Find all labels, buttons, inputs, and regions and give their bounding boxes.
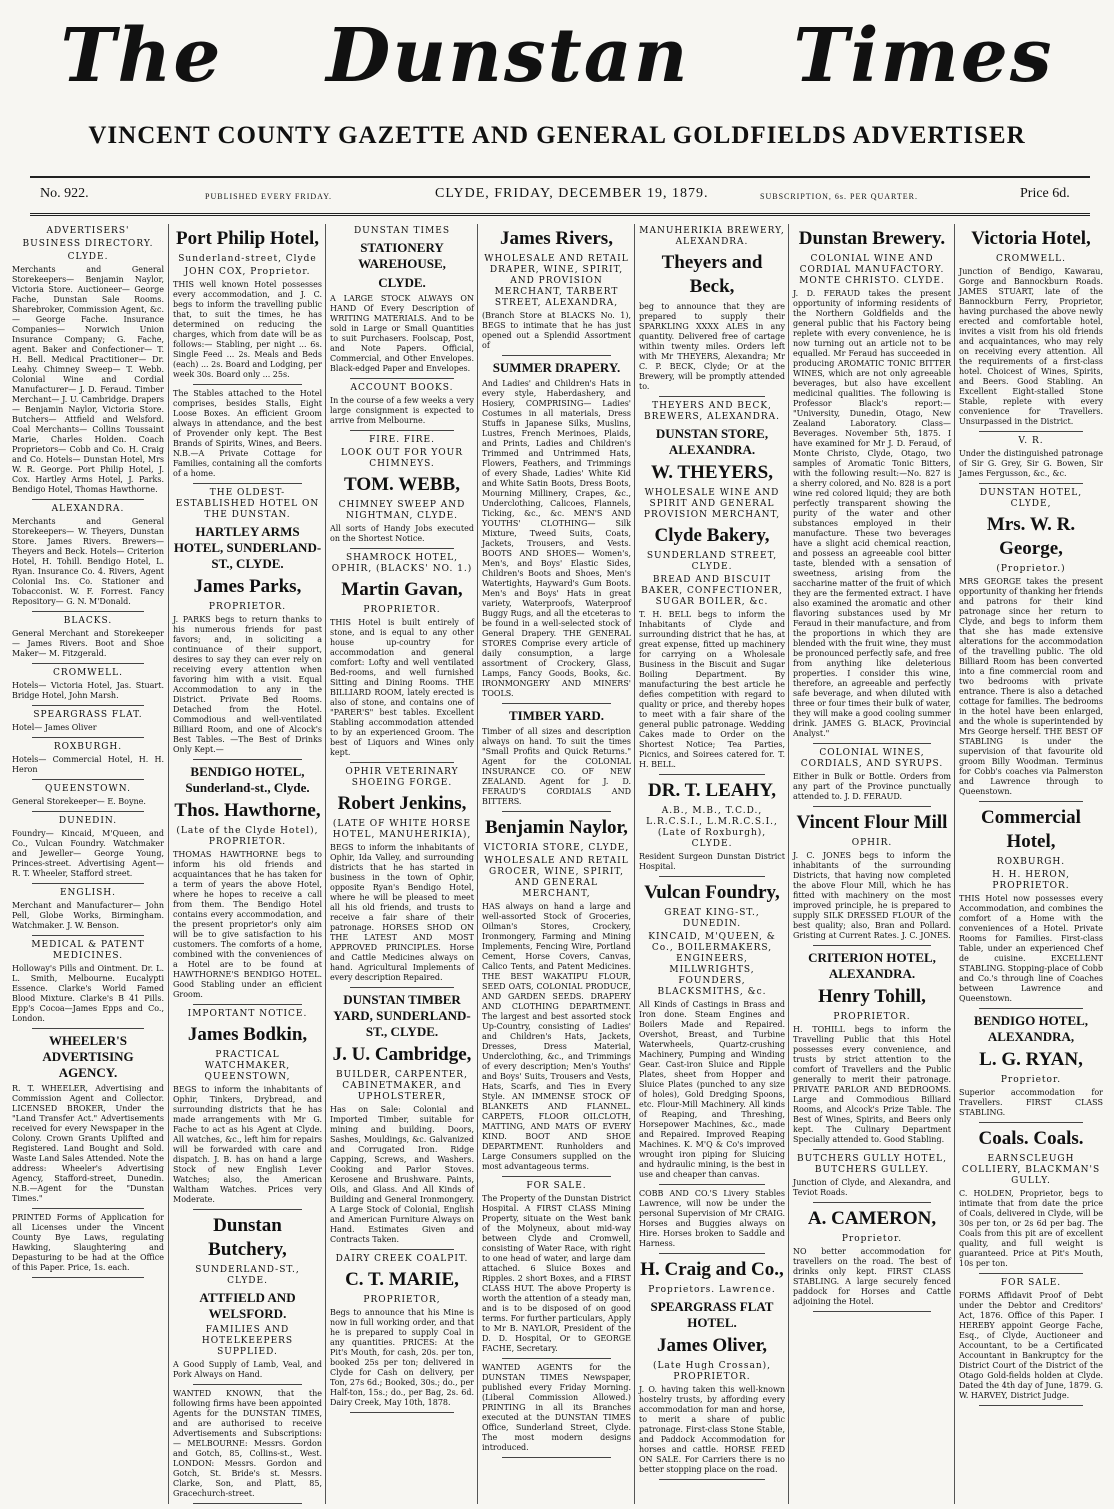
advert-divider	[502, 1358, 611, 1359]
advert-caption: SUNDERLAND STREET, CLYDE.	[646, 551, 778, 572]
advert-heading: Vulcan Foundry,	[644, 882, 780, 903]
advert-caption: JOHN COX, Proprietor.	[184, 267, 311, 277]
masthead-word-1: The	[60, 13, 223, 99]
advert-divider	[193, 1503, 302, 1504]
advert-body: A Good Supply of Lamb, Veal, and Pork Always on Hand.	[173, 1360, 322, 1379]
advert-caption: KINCAID, M'QUEEN, & Co., BOILERMAKERS, ENGINEERS, MILLWRIGHTS, FOUNDERS, BLACKSMITHS, &c.	[648, 932, 776, 997]
advert-divider	[979, 1122, 1083, 1123]
advert-body: J. PARKS begs to return thanks to his numerous friends for past favors; and, in soliciting a continuance of their support, desires to say they can ever rely on receiving every attention when favoring him with a visit. Equal Accommodation to any in the District. Private Bed Rooms. Detached from the Hotel. Commodious and well-ventilated Billiard Room, and one of Alcock's Best Tables. —The Best of Drinks Only Kept.—	[173, 615, 322, 754]
advert-body: WANTED AGENTS for the DUNSTAN TIMES Newspaper, published every Friday Morning. (Liberal Commission Allowed.) PRINTING in all its Branches executed at the DUNSTAN TIMES Office, Sunderland Street, Clyde. The most modern designs introduced.	[482, 1363, 631, 1452]
advert-divider	[659, 1479, 765, 1480]
column-7	[954, 224, 1107, 1504]
advert-caption: QUEENSTOWN.	[45, 784, 131, 794]
advert-heading: W. THEYERS,	[651, 462, 773, 483]
advert-caption: PROPRIETOR.	[363, 605, 441, 615]
advert-divider	[659, 396, 765, 397]
advert-divider	[193, 759, 302, 760]
advert-divider	[193, 1209, 302, 1210]
advert-body: H. TOHILL begs to inform the Travelling Public that this Hotel possesses every convenience, and trusts by strict attention to the comfort of Travellers and the Public generally to merit their patronage. PRIVATE PARLOR AND BEDROOMS. Large and Commodious Billiard Rooms, and Alcock's Prize Table. The Best of Wines, Spirits, and Beers only kept. The Culinary Department Specially attended to. Good Stabling.	[793, 1025, 951, 1144]
advert-divider	[659, 876, 765, 877]
advert-divider	[350, 1249, 454, 1250]
advert-heading: James Oliver,	[656, 1335, 768, 1356]
advert-subheading: SUMMER DRAPERY.	[492, 360, 621, 375]
advert-heading: Vincent Flour Mill	[796, 812, 948, 833]
advert-caption: DUNSTAN TIMES	[353, 226, 451, 236]
advert-divider	[813, 743, 931, 744]
advert-subheading: TIMBER YARD.	[508, 708, 605, 723]
advert-caption: EARNSCLEUGH COLLIERY, BLACKMAN'S GULLY.	[961, 1154, 1101, 1186]
advert-heading: J. U. Cambridge,	[332, 1044, 472, 1065]
advert-divider	[979, 1405, 1083, 1406]
advert-heading: Dunstan Butchery,	[208, 1215, 287, 1260]
advert-divider	[502, 703, 611, 704]
advert-divider	[350, 548, 454, 549]
advert-caption: IMPORTANT NOTICE.	[187, 1009, 308, 1019]
advert-body: Holloway's Pills and Ointment. Dr. L. L. Smith, Melbourne. Eucalypti Essence. Clarke's World Famed Blood Mixture. Clarke's B 41 Pills. Epp's Cocoa—James Epps and Co., London.	[12, 964, 164, 1023]
dateline: CLYDE, FRIDAY, DECEMBER 19, 1879.	[435, 186, 709, 201]
advert-caption: (LATE OF WHITE HORSE HOTEL, MANUHERIKIA),	[332, 819, 472, 840]
advert-divider	[979, 1008, 1083, 1009]
advert-body: General Merchant and Storekeeper— James Rivers. Boot and Shoe Maker— M. Fitzgerald.	[12, 629, 164, 658]
advert-divider	[813, 1202, 931, 1203]
advert-heading: Henry Tohill,	[818, 986, 926, 1007]
advert-divider	[350, 378, 454, 379]
advert-caption: MANUHERIKIA BREWERY, ALEXANDRA.	[639, 226, 785, 247]
advert-caption: ENGLISH.	[59, 888, 117, 898]
advert-body: In the course of a few weeks a very large consignment is expected to arrive from Melbourne.	[330, 396, 474, 425]
masthead-word-2: Dunstan	[326, 13, 690, 99]
advert-caption: LOOK OUT FOR YOUR CHIMNEYS.	[340, 448, 464, 469]
advert-divider	[502, 355, 611, 356]
advert-caption: ALEXANDRA.	[51, 504, 125, 514]
advert-subheading: BENDIGO HOTEL, Sunderland-st., Clyde.	[185, 764, 310, 795]
advert-caption: PRACTICAL WATCHMAKER, QUEENSTOWN,	[204, 1050, 291, 1082]
advert-body: THIS well known Hotel possesses every accommodation, and J. C. begs to inform the travelling public that, to suit the times, he has determined on reducing the charges, which from date will be as follows:— Stabling, per night ... 6s. Single Feed ... 2s. Meals and Beds (each) ... 2s. Board and Lodging, per week 30s. Board only ... 25s.	[173, 280, 322, 379]
advert-caption: CLYDE.	[67, 252, 109, 262]
advert-caption: Sunderland-street, Clyde	[178, 254, 317, 264]
advert-heading: Robert Jenkins,	[337, 793, 467, 814]
advert-heading: Victoria Hotel,	[971, 228, 1091, 249]
advert-caption: BUTCHERS GULLY HOTEL, BUTCHERS GULLEY.	[797, 1154, 947, 1175]
advert-caption: Proprietor.	[841, 1234, 903, 1244]
advert-divider	[813, 1149, 931, 1150]
advert-body: PRINTED Forms of Application for all Licenses under the Vincent County Bye Laws, regulating Hawking, Slaughtering and Depasturing to be had at the Office of this Paper. Price, 1s. each.	[12, 1213, 164, 1272]
advert-caption: OPHIR.	[851, 838, 893, 848]
advert-heading: Coals. Coals.	[978, 1128, 1084, 1149]
advert-caption: VICTORIA STORE, CLYDE,	[483, 843, 630, 853]
advert-body: All Kinds of Castings in Brass and Iron done. Steam Engines and Boilers Made and Repaired. Overshot, Breast, and Turbine Waterwheels, Quartz-crushing Machinery, Pumping and Winding Gear. Cast-iron Sluice and Ripple Plates, sheet from Hopper and Sluice Plates (punched to any size of holes), Gold Dredging Spoons, etc. Flour-Mill Machinery. All kinds of Reaping, and Threshing, Horsepower Machines, &c., made and Repaired. Improved Reaping Machines. K. M'Q & Co's improved wrought iron piping for Sluicing and hydraulic mining, is the best in use and cheaper than canvas.	[639, 1000, 785, 1179]
advert-heading: Mrs. W. R. George,	[986, 514, 1076, 559]
advert-divider	[32, 779, 144, 780]
advert-divider	[350, 987, 454, 988]
advert-caption: GREAT KING-ST., DUNEDIN.	[664, 908, 760, 929]
price: Price 6d.	[1020, 186, 1070, 201]
advert-body: The Property of the Dunstan District Hospital. A FIRST CLASS Mining Property, situate on the West bank of the Molyneux, about mid-way between Clyde and Cromwell, consisting of Water Race, with right to one head of water, and large dam attached. 6 Sluice Boxes and Ripples. 2 short Boxes, and a FIRST CLASS HUT. The above Property is worth the attention of a steady man, and is to be disposed of on good terms. For further particulars, Apply to Mr B. NAYLOR, President of the D. D. Hospital, Or to GEORGE FACHE, Secretary.	[482, 1194, 631, 1353]
advert-subheading: DUNSTAN STORE, ALEXANDRA.	[655, 426, 769, 457]
advert-caption: Proprietors. Lawrence.	[648, 1285, 776, 1295]
advert-body: And Ladies' and Children's Hats in every style, Haberdashery, and Hosiery, COMPRISING— Ladies' Costumes in all materials, Dress Stuffs in Japanese Silks, Muslins, Lustres, French Merinoes, Plaids, and Prints, Ladies and Children's Trimmed and Untrimmed Hats, Flowers, Feathers, and Trimmings of every Shade, Ladies' White Kid and White Satin Boots, Dress Boots, Mourning Millinery, Crapes, &c., Underclothing, Calicoes, Flannels, Ticking, &c., &c. MEN'S AND YOUTHS' CLOTHING— Silk Mixture, Tweed Suits, Coats, Jackets, Trousers, and Vests. BOOTS AND SHOES— Women's, Men's, and Boys' Elastic Sides, Children's Boots and Shoes, Men's Watertights, Hayward's Gum Boots. Men's and Boys' Hats in great variety, Waterproofs, Waterproof Buggy Rugs, and all the etceteras to be found in a well-selected stock of General Drapery. THE GENERAL STORES Comprise every article of daily consumption, a large assortment of Crockery, Glass, Lamps, Fancy Goods, Books, &c. IRONMONGERY AND MINERS' TOOLS.	[482, 379, 631, 698]
advert-caption: (Proprietor.)	[996, 564, 1066, 574]
advert-body: All sorts of Handy Jobs executed on the Shortest Notice.	[330, 524, 474, 543]
issue-number: No. 922.	[40, 186, 89, 201]
advert-body: NO better accommodation for travellers on the road. The best of drinks only kept. FIRST CLASS STABLING. A large securely fenced paddock for Horses and Cattle adjoining the Hotel.	[793, 1247, 951, 1306]
advert-divider	[32, 611, 144, 612]
advert-body: BEGS to inform the inhabitants of Ophir, Ida Valley, and surrounding districts that he has started in business in the town of Ophir, opposite Ryan's Bendigo Hotel, where he will be pleased to meet all his old friends, and trusts to receive a fair share of their patronage. HORSES SHOD ON THE LATEST AND MOST APPROVED PRINCIPLES. Horse and Cattle Medicines always on hand. Agricultural Implements of every description Repaired.	[330, 843, 474, 982]
advert-divider	[813, 806, 931, 807]
advert-body: Begs to announce that his Mine is now in full working order, and that he is prepared to supply Coal in any quantities. PRICES: At the Pit's Mouth, for cash, 20s. per ton, booked 25s per ton; delivered in Clyde for Cash on delivery, per Ton, 27s 6d.; Booked, 30s.; do., per Half-ton, 15s.; do., per Bag, 2s. 6d. Dairy Creek, May 10th, 1878.	[330, 1308, 474, 1407]
advert-body: Foundry— Kincaid, M'Queen, and Co., Vulcan Foundry. Watchmaker and Jeweller— George Young, Princes-street. Advertising Agent— R. T. Wheeler, Stafford street.	[12, 829, 164, 878]
advert-body: HAS always on hand a large and well-assorted Stock of Groceries, Oilman's Stores, Crockery, Ironmongery, Farming and Mining Implements, Fencing Wire, Portland Cement, Horse Covers, Canvas, Calico Tents, and Patent Medicines. THE BEST WAKATIPU FLOUR, SEED OATS, COLONIAL PRODUCE, AND GARDEN SEEDS. DRAPERY AND CLOTHING DEPARTMENT. The largest and best assorted stock Up-Country, consisting of Ladies' and Children's Hats, Jackets, Dresses, Dress Material, Underclothing, &c., and Trimmings of every description; Men's Youths' and Boys' Suits, Trousers and Vests, Hats, Scarfs, and Ties in Every Style. AN IMMENSE STOCK OF BLANKETS AND FLANNEL. CARPETS, FLOOR OILCLOTH, MATTING, AND MATS OF EVERY KIND. BOOT AND SHOE DEPARTMENT. Runholders and Large Consumers supplied on the most advantageous terms.	[482, 902, 631, 1171]
advert-body: Timber of all sizes and description always on hand. To suit the times "Small Profits and Quick Returns." Agent for the COLONIAL INSURANCE CO. OF NEW ZEALAND. Agent for J. D. FERAUD'S CORDIALS AND BITTERS.	[482, 727, 631, 806]
advert-divider	[659, 774, 765, 775]
advert-caption: SPEARGRASS FLAT.	[33, 710, 143, 720]
advert-divider	[193, 483, 302, 484]
advert-caption: CROMWELL.	[53, 668, 123, 678]
advert-body: THIS Hotel now possesses every Accommodation, and combines the comfort of a Home with the conveniences of a Hotel. Private Rooms for Families. First-class Table, under an experienced Chef de cuisine. EXCELLENT STABLING. Stopping-place of Cobb and Co.'s through line of Coaches between Lawrence and Queenstown.	[959, 894, 1103, 1003]
advert-body: Hotels— Commercial Hotel, H. H. Heron	[12, 755, 164, 774]
advert-caption: FIRE. FIRE.	[369, 435, 435, 445]
advert-heading: James Bodkin,	[187, 1024, 308, 1045]
masthead-subtitle: VINCENT COUNTY GAZETTE AND GENERAL GOLDFIELDS ADVERTISER	[88, 122, 1026, 149]
advert-body: Has on Sale: Colonial and Imported Timber, suitable for mining and building. Doors, Sashes, Mouldings, &c. Galvanized and Corrugated Iron. Ridge Capping, Screws, and Washers. Cooking and Parlor Stoves. Kerosene and Brushware. Paints, Oils, and Glass. And All Kinds of Building and General Ironmongery. A Large Stock of Colonial, English and American Furniture Always on Hand. Estimates Given and Contracts Taken.	[330, 1105, 474, 1244]
advert-heading: Dunstan Brewery.	[798, 228, 946, 249]
advert-heading: H. Craig and Co.,	[640, 1259, 784, 1280]
advert-caption: CHIMNEY SWEEP AND NIGHTMAN, CLYDE.	[338, 500, 466, 521]
advert-body: WANTED KNOWN, that the following firms have been appointed Agents for the DUNSTAN TIMES, and are authorised to receive Advertisements and Subscriptions:— MELBOURNE: Messrs. Gordon and Gotch, 85, Collins-st., West. LONDON: Messrs. Gordon and Gotch, St. Bride's st. Messrs. Clarke, Son, and Platt, 85, Gracechurch-street.	[173, 1389, 322, 1498]
advert-body: COBB AND CO.'S Livery Stables Lawrence, will now be under the personal Supervision of Mr CRAIG. Horses and Buggies always on Hire. Horses broken to Saddle and Harness.	[639, 1189, 785, 1248]
advert-heading: TOM. WEBB,	[344, 474, 460, 495]
advert-caption: DUNSTAN HOTEL, CLYDE,	[979, 488, 1083, 509]
advert-caption: H. H. HERON, PROPRIETOR.	[992, 870, 1070, 891]
advert-heading: A. CAMERON,	[807, 1208, 937, 1229]
published-note: PUBLISHED EVERY FRIDAY.	[205, 192, 332, 201]
advert-caption: WHOLESALE AND RETAIL DRAPER, WINE, SPIRIT, AND PROVISION MERCHANT, TARBERT STREET, ALEXANDRA,	[484, 254, 629, 308]
advert-caption: THEYERS AND BECK, BREWERS, ALEXANDRA.	[644, 401, 780, 422]
advert-body: J. O. having taken this well-known hostelry trusts, by affording every accommodation for man and horse, to merit a share of public patronage. First-class Stone Stable, and Paddock Accommodation for horses and cattle. HORSE FEED ON SALE. For Carriers there is no better stopping place on the road.	[639, 1385, 785, 1474]
column-6	[788, 224, 955, 1504]
advert-divider	[350, 762, 454, 763]
advert-divider	[32, 663, 144, 664]
advert-body: T. H. BELL begs to inform the Inhabitants of Clyde and surrounding district that he has, at great expense, fitted up machinery for carrying on a Wholesale Business in the Biscuit and Sugar Boiling Department. By manufacturing the best article he defies competition with regard to quality or price, and thereby hopes to meet with a fair share of the general public patronage. Wedding Cakes made to Order on the Shortest Notice; Tea Parties, Picnics, and Soirees catered for. T. H. BELL.	[639, 610, 785, 769]
advert-caption: PROPRIETOR.	[833, 1012, 911, 1022]
advert-divider	[979, 431, 1083, 432]
advert-divider	[350, 430, 454, 431]
advert-caption: DUNEDIN.	[58, 816, 118, 826]
advert-divider	[32, 1208, 144, 1209]
advert-body: C. HOLDEN, Proprietor, begs to intimate that from date the price of Coals, delivered in Clyde, will be 30s per ton, or 2s 6d per bag. The Coals from this pit are of excellent quality, and full weight is guaranteed. Price at Pit's Mouth, 10s per ton.	[959, 1189, 1103, 1268]
advert-caption: (Late of the Clyde Hotel), PROPRIETOR.	[176, 826, 319, 847]
advert-caption: WHOLESALE WINE AND SPIRIT AND GENERAL PROVISION MERCHANT,	[643, 488, 781, 520]
advert-body: FORMS Affidavit Proof of Debt under the Debtor and Creditors' Act, 1876. Office of this Paper. I HEREBY appoint George Fache, Esq., of Clyde, Auctioneer and Accountant, to be a Certificated Accountant in Bankruptcy for the District Court of the District of the Otago Gold-fields holden at Clyde. Dated the 4th day of June, 1879. G. W. HARVEY, District Judge.	[959, 1291, 1103, 1400]
masthead-title	[0, 10, 1114, 102]
advert-heading: James Parks,	[193, 576, 302, 597]
advert-heading: Commercial Hotel,	[981, 807, 1081, 852]
advert-columns	[8, 224, 1106, 1504]
advert-subheading: CRITERION HOTEL, ALEXANDRA.	[808, 950, 936, 981]
advert-caption: FOR SALE.	[526, 1181, 587, 1191]
advert-caption: BUSINESS DIRECTORY.	[22, 239, 154, 249]
advert-divider	[659, 1184, 765, 1185]
advert-heading: L. G. RYAN,	[979, 1049, 1083, 1070]
advert-divider	[32, 705, 144, 706]
advert-subheading: SPEARGRASS FLAT HOTEL.	[650, 1299, 774, 1330]
advert-caption: COLONIAL WINE AND CORDIAL MANUFACTORY. MONTE CHRISTO. CLYDE.	[799, 254, 945, 286]
advert-caption: WHOLESALE AND RETAIL GROCER, WINE, SPIRIT, AND GENERAL MERCHANT,	[484, 856, 629, 899]
column-2	[168, 224, 326, 1504]
advert-heading: DR. T. LEAHY,	[648, 780, 776, 801]
advert-caption: SHAMROCK HOTEL, OPHIR, (BLACKS' NO. 1.)	[331, 553, 473, 574]
advert-caption: FAMILIES AND HOTELKEEPERS SUPPLIED.	[201, 1325, 294, 1357]
advert-divider	[32, 737, 144, 738]
column-4	[477, 224, 635, 1504]
advert-caption: BREAD AND BISCUIT BAKER, CONFECTIONER, SUGAR BOILER, &c.	[641, 575, 783, 607]
advert-body: Superior accommodation for Travellers. FIRST CLASS STABLING.	[959, 1088, 1103, 1117]
advert-caption: THE OLDEST-ESTABLISHED HOTEL ON THE DUNSTAN.	[175, 488, 320, 520]
advert-body: beg to announce that they are prepared to supply their SPARKLING XXXX ALES in any quantity. Delivered free of cartage within twenty miles. Orders left with Mr THEYERS, Alexandra; Mr C. P. BECK, Clyde; Or at the Brewery, will be promptly attended to.	[639, 302, 785, 391]
advert-heading: Port Philip Hotel,	[175, 228, 319, 249]
advert-caption: OPHIR VETERINARY SHOEING FORGE.	[345, 767, 459, 788]
advert-caption: SUNDERLAND-ST., CLYDE.	[195, 1265, 300, 1286]
advert-body: Hotels— Victoria Hotel, Jas. Stuart. Bridge Hotel, John Marsh.	[12, 681, 164, 700]
advert-divider	[502, 1176, 611, 1177]
advert-divider	[502, 811, 611, 812]
advert-body: Either in Bulk or Bottle. Orders from any part of the Province punctually attended to. J. D. FERAUD.	[793, 772, 951, 801]
advert-body: Merchant and Manufacturer— John Pell, Globe Works, Birmingham. Watchmaker. J. W. Benson.	[12, 901, 164, 930]
advert-body: The Stables attached to the Hotel comprises, besides Stalls, Eight Loose Boxes. An efficient Groom always in attendance, and the best of Provender only kept. The Best Brands of Spirits, Wines, and Beers. N.B.—A Private Cottage for Families, containing all the comforts of a home.	[173, 389, 322, 478]
advert-caption: FOR SALE.	[1000, 1278, 1062, 1288]
advert-subheading: HARTLEY ARMS HOTEL, SUNDERLAND-ST., CLYDE.	[173, 524, 322, 571]
advert-body: Merchants and General Storekeepers— Benjamin Naylor, Victoria Store. Auctioneer— George Fache, Dunstan Sale Rooms. Sharebroker, Commission Agent, &c.— George Fache. Insurance Companies— Norwich Union Insurance Company; G. Fache, agent. Baker and Confectioner— T. H. Bell. Medical Practitioner— Dr. Leahy. Chimney Sweep— T. Webb. Colonial Wine and Cordial Manufacturer— J. D. Feraud. Timber Merchant— J. U. Cambridge. Drapers— Benjamin Naylor, Victoria Store. Butchers— Attfield and Welsford. Coal Merchants— Collins Toussaint Marie, Charles Holden. Coach Proprietors— Cobb and Co. H. Craig and Co. Hotels— Dunstan Hotel, Mrs W. R. George. Port Philip Hotel, J. Cox. Hartley Arms Hotel, J. Parks. Bendigo Hotel, Thomas Hawthorne.	[12, 265, 164, 494]
advert-caption: DAIRY CREEK COALPIT.	[335, 1254, 469, 1264]
advert-divider	[32, 883, 144, 884]
advert-body: Junction of Clyde, and Alexandra, and Teviot Roads.	[793, 1178, 951, 1197]
advert-caption: BUILDER, CARPENTER, CABINETMAKER, and UPHOLSTERER,	[336, 1070, 468, 1102]
advert-caption: A.B., M.B., T.C.D., L.R.C.S.I., L.M.R.C.S.I., (Late of Roxburgh), CLYDE.	[646, 806, 778, 849]
advert-heading: Clyde Bakery,	[654, 525, 770, 546]
advert-subheading: BENDIGO HOTEL, ALEXANDRA,	[973, 1013, 1089, 1044]
advert-divider	[32, 935, 144, 936]
advert-heading: Martin Gavan,	[341, 579, 463, 600]
advert-caption: PROPRIETOR,	[363, 1295, 441, 1305]
advert-subheading: WHEELER'S ADVERTISING AGENCY.	[42, 1033, 134, 1080]
column-1	[8, 224, 168, 1504]
advert-heading: Thos. Hawthorne,	[174, 800, 321, 821]
advert-divider	[502, 1457, 611, 1458]
advert-caption: Proprietor.	[1000, 1075, 1062, 1085]
advert-divider	[193, 1384, 302, 1385]
advert-body: (Branch Store at BLACKS No. 1), BEGS to intimate that he has just opened out a Splendid Assortment of	[482, 311, 631, 350]
advert-body: J. D. FERAUD takes the present opportunity of informing residents of the Northern Goldfields and the general public that his Factory being replete with every convenience, he is now turning out an article not to be equalled. Mr Feraud has succeeded in producing AROMATIC TONIC BITTER WINES, which are not only agreeable beverages, but also have excellent medicinal qualities. The following is Professor Black's report:— "University, Dunedin, Otago, New Zealand Laboratory. Class—Beverages. November 5th, 1875. I have examined for Mr J. D. Feraud, of Monte Christo, Clyde, Otago, two samples of Aromatic Tonic Bitters, with the following result:—No. 827 is a sherry colored, and No. 828 is a port wine red colored liquid; they are both perfectly transparent showing the purity of the water and other substances employed in their manufacture. These two beverages have a slight acid chemical reaction, and possess an agreeable cool bitter taste, blended with a sensation of sweetness, arising from the saccharine matter of the fruit of which they are the fermented extract. I have also examined the aromatic and other flavoring substances used by Mr Feraud in their manufacture, and from the proportions in which they are blended with the fruit wine, they must be pronounced perfectly safe, and free from anything like deleterious properties. I consider this wine, therefore, an agreeable and perfectly safe beverage, and when diluted with three or four times their bulk of water, they will make a good cooling summer drink. JAMES G. BLACK, Provincial Analyst."	[793, 289, 951, 738]
advert-subheading: CLYDE.	[378, 275, 426, 290]
advert-subheading: STATIONERY WAREHOUSE,	[358, 240, 446, 271]
advert-divider	[193, 1004, 302, 1005]
advert-caption: MEDICAL & PATENT MEDICINES.	[31, 940, 145, 961]
advert-caption: ROXBURGH.	[53, 742, 123, 752]
advert-body: R. T. WHEELER, Advertising and Commission Agent and Collector. LICENSED BROKER, Under the "Land Transfer Act." Advertisements received for every Newspaper in the Colony. Crown Grants Uplifted and Registered. Land Bought and Sold. Waste Land Sales Attended. Note the address: Wheeler's Advertising Agency, Stafford-street, Dunedin. N.B.—Agent for the "Dunstan Times."	[12, 1084, 164, 1203]
advert-caption: CROMWELL.	[996, 254, 1066, 264]
advert-caption: PROPRIETOR.	[208, 602, 287, 612]
advert-divider	[32, 499, 144, 500]
advert-divider	[979, 801, 1083, 802]
advert-divider	[32, 811, 144, 812]
subscription-note: SUBSCRIPTION, 6s. PER QUARTER.	[760, 192, 918, 201]
advert-body: Merchants and General Storekeepers— W. Theyers, Dunstan Store. James Rivers. Brewers— Theyers and Beck. Hotels— Criterion Hotel, H. Tohill. Bendigo Hotel, L. Ryan. Insurance Co. 4. Rivers, Agent Colonial Ins. Co. Stationer and Tobacconist. W. F. Forrest. Fancy Repository— G. N. M'Donald.	[12, 517, 164, 606]
advert-body: J. C. JONES begs to inform the inhabitants of the surrounding Districts, that having now completed the above Flour Mill, which he has fitted with machinery on the most improved principle, he is prepared to supply SILK DRESSED FLOUR of the best quality; also, Bran and Pollard. Gristing at Current Rates. J. C. JONES.	[793, 851, 951, 940]
advert-body: THIS Hotel is built entirely of stone, and is equal to any other house up-country for accommodation and general comfort: Lofty and well ventilated Bed-rooms, and well furnished Sitting and Dining Rooms. THE BILLIARD ROOM, lately erected is also of stone, and contains one of "PARER'S" best tables. Excellent Stabling accommodation attended to by an experienced Groom. The best of Liquors and Wines only kept.	[330, 618, 474, 757]
advert-subheading: ATTFIELD AND WELSFORD.	[199, 1290, 296, 1321]
top-rule	[30, 176, 1090, 178]
advert-body: Junction of Bendigo, Kawarau, Gorge and Bannockburn Roads. JAMES STUART, late of the Bannockburn Ferry, Proprietor, having purchased the above newly erected and comfortable hotel, invites a visit from his old friends and acquaintances, who may rely on receiving every attention. All the requirements of a first-class hotel. Choicest of Wines, Spirits, and Beers. Good Stabling. An Excellent Eight-stalled Stone Stable, replete with every convenience for Travellers. Unsurpassed in the District.	[959, 267, 1103, 426]
advert-caption: BLACKS.	[63, 616, 113, 626]
advert-body: General Storekeeper— E. Boyne.	[12, 797, 146, 806]
advert-caption: ADVERTISERS'	[46, 226, 130, 236]
advert-heading: Benjamin Naylor,	[485, 817, 628, 838]
advert-heading: Theyers and Beck,	[661, 252, 763, 297]
advert-divider	[32, 1028, 144, 1029]
advert-caption: (Late Hugh Crossan), PROPRIETOR.	[652, 1361, 772, 1382]
advert-divider	[193, 384, 302, 385]
masthead-word-3: Times	[793, 13, 1054, 99]
advert-body: MRS GEORGE takes the present opportunity of thanking her friends and patrons for their kind patronage since her return to Clyde, and begs to inform them that she has made extensive alterations for the accommodation of the travelling public. The old Billiard Room has been converted into a fine commercial room and two bedrooms with private entrance. There is also a detached cottage for families. The bedrooms in the hotel have been enlarged, and the whole is superintended by Mrs George herself. THE BEST OF STABLING is under the supervision of that favourite old groom Billy Woodman. Terminus for Cobb's coaches via Palmerston and Lawrence through to Queenstown.	[959, 577, 1103, 796]
column-5	[634, 224, 789, 1504]
advert-divider	[350, 1412, 454, 1413]
advert-divider	[32, 1277, 144, 1278]
advert-caption: ROXBURGH.	[996, 857, 1066, 867]
advert-subheading: DUNSTAN TIMBER YARD, SUNDERLAND-ST., CLYDE.	[333, 992, 471, 1039]
advert-divider	[979, 483, 1083, 484]
advert-caption: COLONIAL WINES, CORDIALS, AND SYRUPS.	[800, 748, 944, 769]
header-double-rule	[30, 213, 1090, 216]
advert-body: Resident Surgeon Dunstan District Hospital.	[639, 852, 785, 871]
advert-heading: James Rivers,	[500, 228, 613, 249]
advert-body: BEGS to inform the inhabitants of Ophir, Tinkers, Drybread, and surrounding districts that he has made arrangements with Mr G. Fache to act as his Agent at Clyde. All watches, &c., left him for repairs will be forwarded with care and dispatch. J. B. has on hand a large Stock of new English Lever Watches; also, the American Waltham Watches. Prices very Moderate.	[173, 1085, 322, 1204]
advert-divider	[813, 1311, 931, 1312]
advert-divider	[813, 945, 931, 946]
advert-body: Hotel— James Oliver	[12, 723, 97, 732]
advert-body: THOMAS HAWTHORNE begs to inform his old friends and acquaintances that he has taken for a term of years the above Hotel, where he hopes to receive a call from them. The Bendigo Hotel contains every accommodation, and the present proprietor's only aim will be to give satisfaction to his customers. The comforts of a home, combined with the conveniences of a Hotel are to be found at HAWTHORNE'S BENDIGO HOTEL. Good Stabling under an efficient Groom.	[173, 850, 322, 999]
advert-divider	[979, 1273, 1083, 1274]
advert-caption: ACCOUNT BOOKS.	[350, 383, 454, 393]
column-3	[325, 224, 478, 1504]
advert-body: Under the distinguished patronage of Sir G. Grey, Sir G. Bowen, Sir James Fergusson, &c., &c.	[959, 449, 1103, 478]
advert-divider	[659, 1253, 765, 1254]
advert-heading: C. T. MARIE,	[345, 1269, 459, 1290]
advert-body: A LARGE STOCK ALWAYS ON HAND Of Every Description of WRITING MATERIALS. And to be sold in Large or Small Quantities to suit Purchasers. Foolscap, Post, and Note Papers. Official, Commercial, and Other Envelopes. Black-edged Paper and Envelopes.	[330, 294, 474, 373]
advert-caption: V. R.	[1018, 436, 1044, 446]
